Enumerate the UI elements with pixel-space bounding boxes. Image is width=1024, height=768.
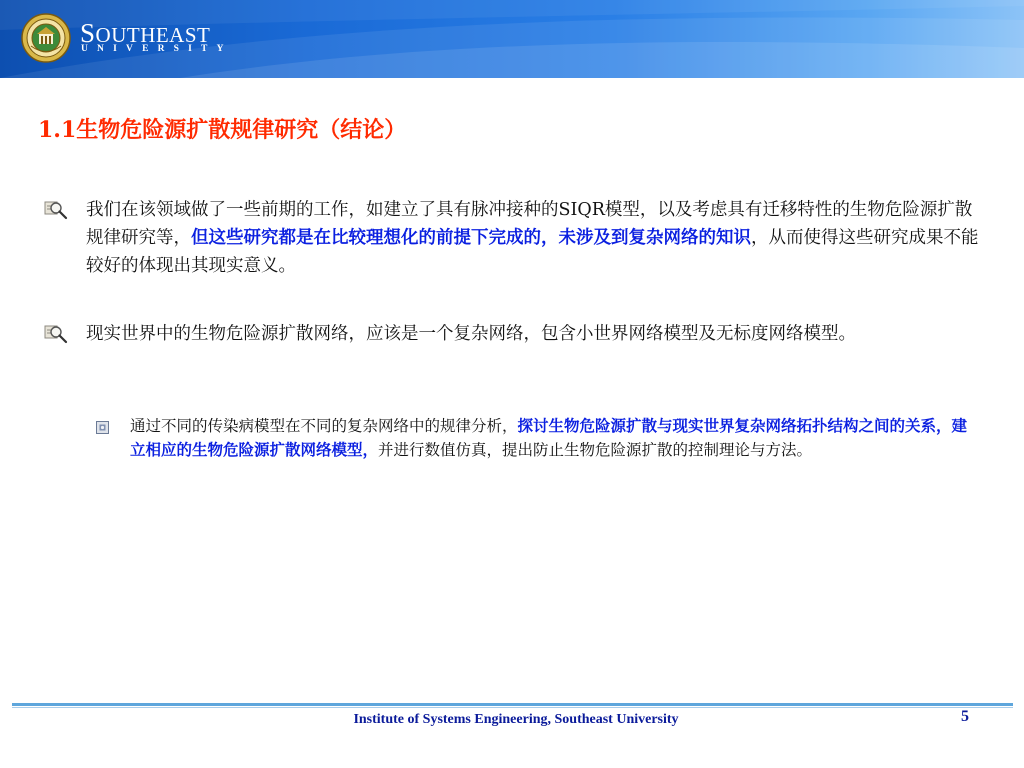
bullet-1-emphasis: 但这些研究都是在比较理想化的前提下完成的，未涉及到复杂网络的知识 <box>191 228 751 248</box>
bullet-1-text <box>86 196 982 280</box>
bullet-2 <box>86 320 982 348</box>
sub-bullet-1-part-1: 通过不同的传染病模型在不同的复杂网络中的规律分析， <box>130 417 518 435</box>
wordmark-initial: S <box>80 18 96 48</box>
sub-bullet-1 <box>130 414 976 462</box>
square-bullet-icon <box>96 421 109 434</box>
page-number: 5 <box>961 708 969 725</box>
bullet-1-part-3: ，从而使得这些研究成果不能较好的体现出其现实意义。 <box>86 228 979 276</box>
wordmark-rest: OUTHEAST <box>95 23 211 47</box>
sub-bullet-1-part-3: 并进行数值仿真，提出防止生物危险源扩散的控制理论与方法。 <box>378 441 813 459</box>
magnifier-bullet-icon <box>44 323 70 345</box>
bullet-1 <box>86 196 982 280</box>
slide-title: 1.1生物危险源扩散规律研究（结论） <box>38 117 407 143</box>
sub-bullet-1-text <box>130 414 976 462</box>
footer-divider <box>12 703 1013 706</box>
bullet-2-text: 现实世界中的生物危险源扩散网络，应该是一个复杂网络，包含小世界网络模型及无标度网络模型。 <box>86 324 856 344</box>
header-banner <box>0 0 1024 78</box>
university-seal-icon <box>21 13 71 63</box>
sub-bullet-1-emphasis: 探讨生物危险源扩散与现实世界复杂网络拓扑结构之间的关系，建立相应的生物危险源扩散网络模型， <box>130 416 968 459</box>
footer-institute: Institute of Systems Engineering, Southeast University <box>353 712 679 727</box>
magnifier-bullet-icon <box>44 199 70 221</box>
bullet-1-part-1: 我们在该领域做了一些前期的工作，如建立了具有脉冲接种的SIQR模型，以及考虑具有迁移特性的生物危险源扩散规律研究等， <box>86 200 973 248</box>
footer-divider-thin <box>12 707 1013 708</box>
university-subtitle: UNIVERSITY <box>81 44 233 54</box>
